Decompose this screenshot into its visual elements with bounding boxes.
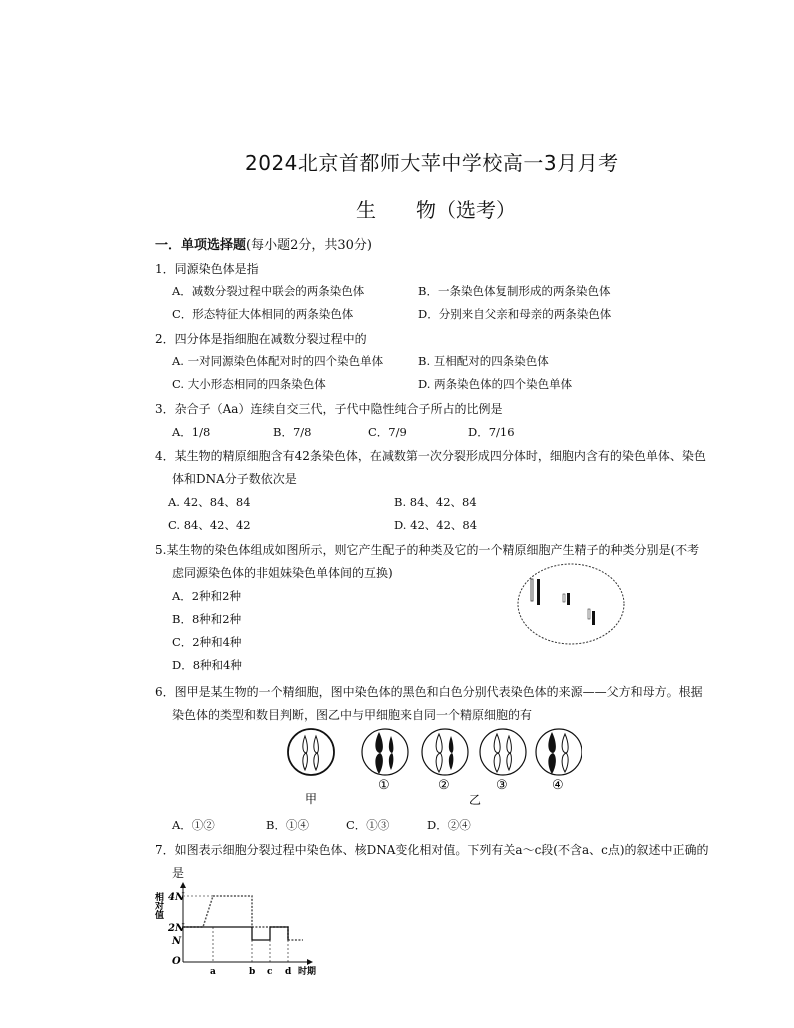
fig-label-1: ① bbox=[378, 778, 390, 793]
question-2-option-b: B. 互相配对的四条染色体 bbox=[418, 354, 549, 368]
question-1-option-a: A．减数分裂过程中联会的两条染色体 bbox=[172, 284, 365, 298]
chromosome-curve bbox=[183, 927, 288, 940]
question-5-stem-line1: 5.某生物的染色体组成如图所示，则它产生配子的种类及它的一个精原细胞产生精子的种类分别是(不考 bbox=[155, 543, 700, 557]
cell-3 bbox=[480, 729, 526, 775]
chromosome-black-1 bbox=[537, 579, 540, 605]
ytick-2n: 2N bbox=[168, 923, 185, 934]
question-7-stem-line1: 7．如图表示细胞分裂过程中染色体、核DNA变化相对值。下列有关a～c段(不含a、c点)的叙述中正确的 bbox=[155, 843, 709, 857]
question-5-option-a: A．2种和2种 bbox=[172, 589, 241, 603]
chromosome-white-1 bbox=[531, 579, 533, 601]
question-6-option-a: A．①② bbox=[172, 818, 215, 832]
fig-label-yi: 乙 bbox=[469, 793, 482, 807]
cell-4 bbox=[536, 729, 582, 775]
xtick-a: a bbox=[210, 967, 216, 976]
question-4-option-d: D. 42、42、84 bbox=[394, 518, 478, 532]
graph-x-arrow bbox=[307, 959, 313, 965]
question-5-option-c: C．2种和4种 bbox=[172, 635, 242, 649]
cell-membrane bbox=[518, 564, 624, 644]
question-3-option-b: B．7/8 bbox=[273, 425, 312, 439]
question-1-option-d: D．分别来自父亲和母亲的两条染色体 bbox=[418, 307, 612, 321]
graph-ylabel: 相对值 bbox=[153, 892, 163, 919]
section-note: (每小题2分，共30分) bbox=[246, 238, 372, 253]
question-6-stem-line1: 6．图甲是某生物的一个精细胞，图中染色体的黑色和白色分别代表染色体的来源——父方和母方。根据 bbox=[155, 685, 703, 699]
question-7-stem-line2: 是 bbox=[172, 866, 185, 880]
chromosome-black-2 bbox=[567, 593, 570, 605]
fig-label-4: ④ bbox=[552, 778, 564, 793]
question-3-option-d: D．7/16 bbox=[468, 425, 515, 439]
exam-subtitle: 生 物（选考） bbox=[356, 198, 516, 222]
question-6-option-c: C．①③ bbox=[346, 818, 390, 832]
chromosome-black-3 bbox=[592, 611, 595, 625]
question-4-stem-line2: 体和DNA分子数依次是 bbox=[172, 472, 297, 486]
question-5-stem-line2: 虑同源染色体的非姐妹染色单体间的互换) bbox=[172, 566, 393, 580]
question-1-option-b: B．一条染色体复制形成的两条染色体 bbox=[418, 284, 611, 298]
dna-curve bbox=[183, 896, 303, 940]
cell-chromosome-figure bbox=[515, 562, 627, 646]
question-1-option-c: C．形态特征大体相同的两条染色体 bbox=[172, 307, 354, 321]
question-4-option-a: A. 42、84、84 bbox=[168, 495, 251, 509]
cell-2 bbox=[422, 729, 468, 775]
fig-label-2: ② bbox=[438, 778, 450, 793]
section-heading bbox=[155, 234, 372, 253]
question-4-stem-line1: 4．某生物的精原细胞含有42条染色体，在减数第一次分裂形成四分体时，细胞内含有的染色单体、染色 bbox=[155, 449, 706, 463]
cell-1 bbox=[362, 729, 408, 775]
section-title: 一．单项选择题 bbox=[155, 238, 247, 253]
question-2-option-a: A. 一对同源染色体配对时的四个染色单体 bbox=[172, 354, 384, 368]
xtick-b: b bbox=[249, 967, 256, 976]
question-2-stem: 2．四分体是指细胞在减数分裂过程中的 bbox=[155, 332, 367, 346]
ytick-4n: 4N bbox=[168, 892, 185, 903]
question-6-option-d: D．②④ bbox=[427, 818, 471, 832]
question-5-option-d: D．8种和4种 bbox=[172, 658, 242, 672]
xtick-c: c bbox=[267, 967, 273, 976]
question-6-stem-line2: 染色体的类型和数目判断，图乙中与甲细胞来自同一个精原细胞的有 bbox=[172, 708, 533, 722]
fig-label-3: ③ bbox=[496, 778, 508, 793]
question-6-option-b: B．①④ bbox=[266, 818, 309, 832]
exam-title: 2024北京首都师大苹中学校高一3月月考 bbox=[245, 151, 619, 175]
question-4-option-c: C. 84、42、42 bbox=[168, 518, 251, 532]
fig-label-jia: 甲 bbox=[305, 792, 318, 806]
question-3-stem: 3．杂合子（Aa）连续自交三代，子代中隐性纯合子所占的比例是 bbox=[155, 402, 503, 416]
graph-xlabel: 时期 bbox=[298, 967, 317, 976]
ytick-o: O bbox=[172, 956, 181, 967]
question-3-option-a: A．1/8 bbox=[172, 425, 211, 439]
question-1-stem: 1．同源染色体是指 bbox=[155, 262, 259, 276]
question-5-option-b: B．8种和2种 bbox=[172, 612, 242, 626]
sperm-cells-figure bbox=[282, 724, 582, 814]
question-2-option-c: C. 大小形态相同的四条染色体 bbox=[172, 377, 326, 391]
chromosome-dna-graph bbox=[148, 880, 338, 976]
question-2-option-d: D. 两条染色体的四个染色单体 bbox=[418, 377, 573, 391]
chromosome-white-3 bbox=[588, 609, 590, 619]
cell-jia bbox=[288, 729, 334, 775]
question-4-option-b: B. 84、42、84 bbox=[394, 495, 477, 509]
chromosome-white-2 bbox=[563, 594, 565, 602]
question-3-option-c: C．7/9 bbox=[368, 425, 407, 439]
xtick-d: d bbox=[285, 967, 292, 976]
ytick-n: N bbox=[172, 936, 182, 947]
graph-y-arrow bbox=[180, 882, 186, 888]
